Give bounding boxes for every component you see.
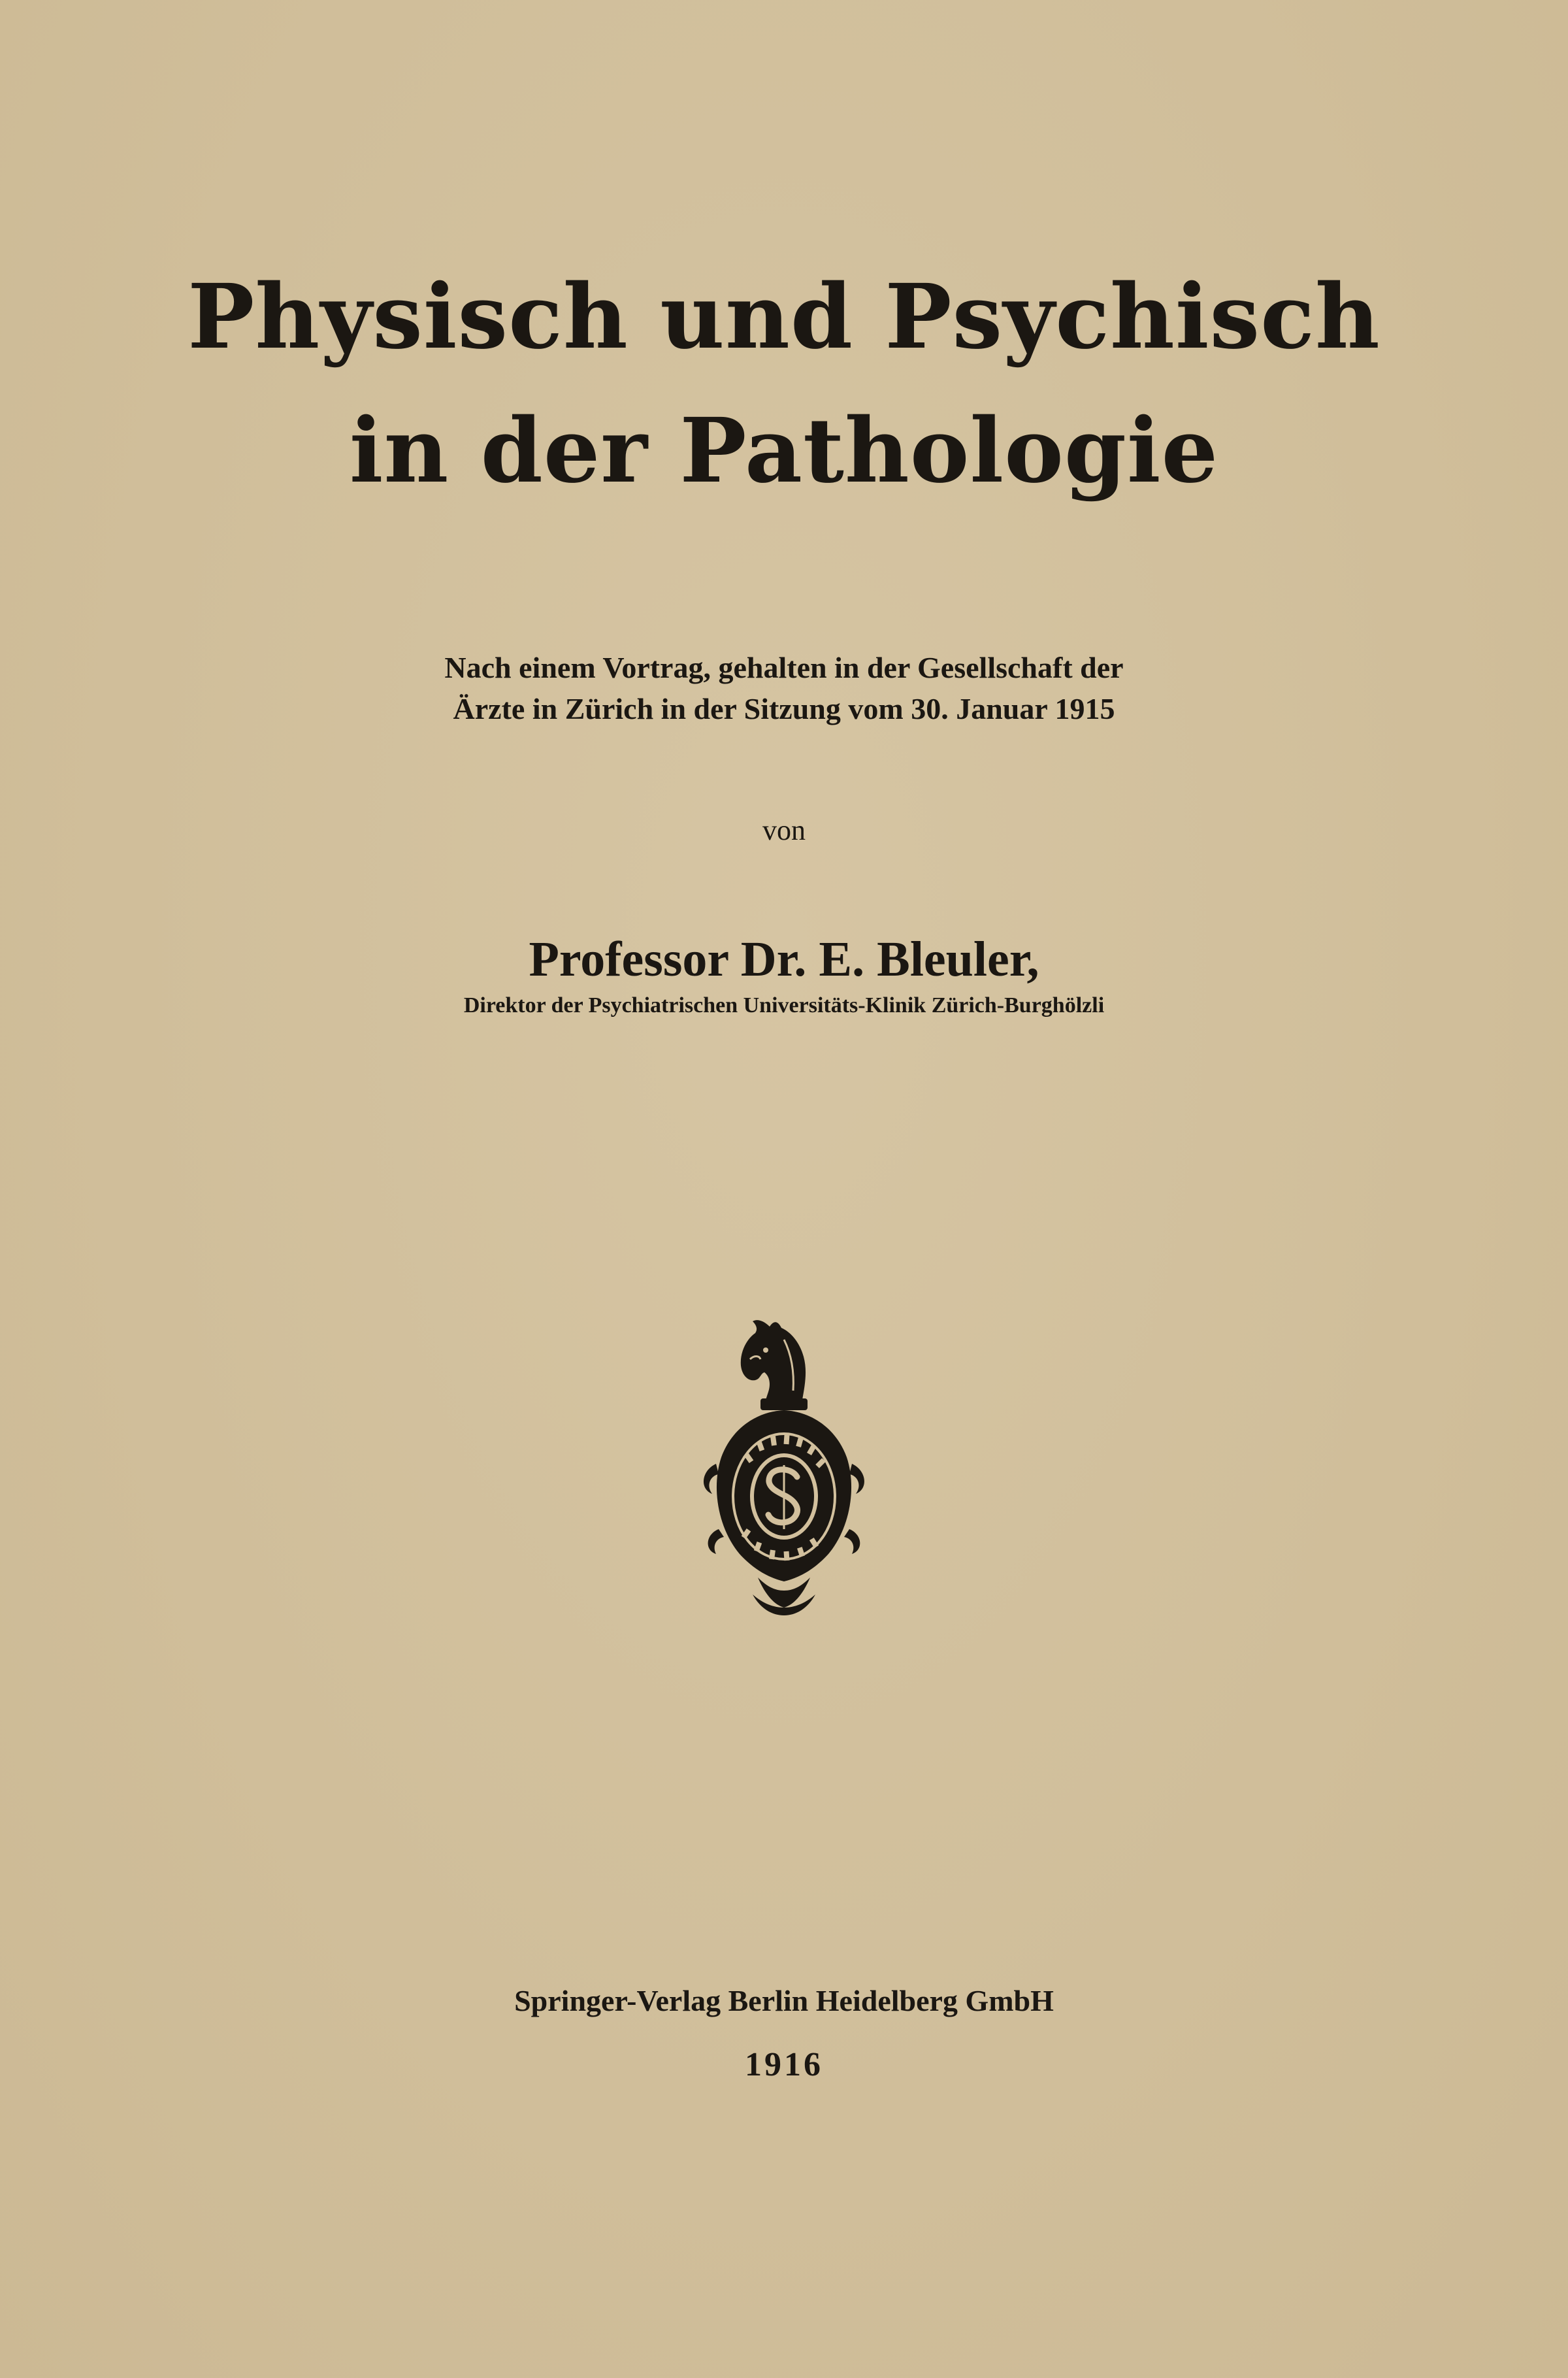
author-name: Professor Dr. E. Bleuler,: [529, 932, 1039, 987]
subtitle-line-1: Nach einem Vortrag, gehalten in der Gesellschaft der: [444, 651, 1124, 684]
publisher-name: Springer-Verlag Berlin Heidelberg GmbH: [514, 1984, 1054, 2017]
book-title-line-2: in der Pathologie: [349, 399, 1219, 503]
byline-von: von: [762, 814, 806, 846]
springer-horse-emblem-icon: [693, 1313, 875, 1617]
book-title-line-1: Physisch und Psychisch: [188, 265, 1380, 369]
subtitle-line-2: Ärzte in Zürich in der Sitzung vom 30. Januar 1915: [453, 692, 1115, 725]
publication-year: 1916: [745, 2046, 823, 2083]
author-affiliation: Direktor der Psychiatrischen Universitäts-Klinik Zürich-Burghölzli: [463, 993, 1105, 1017]
